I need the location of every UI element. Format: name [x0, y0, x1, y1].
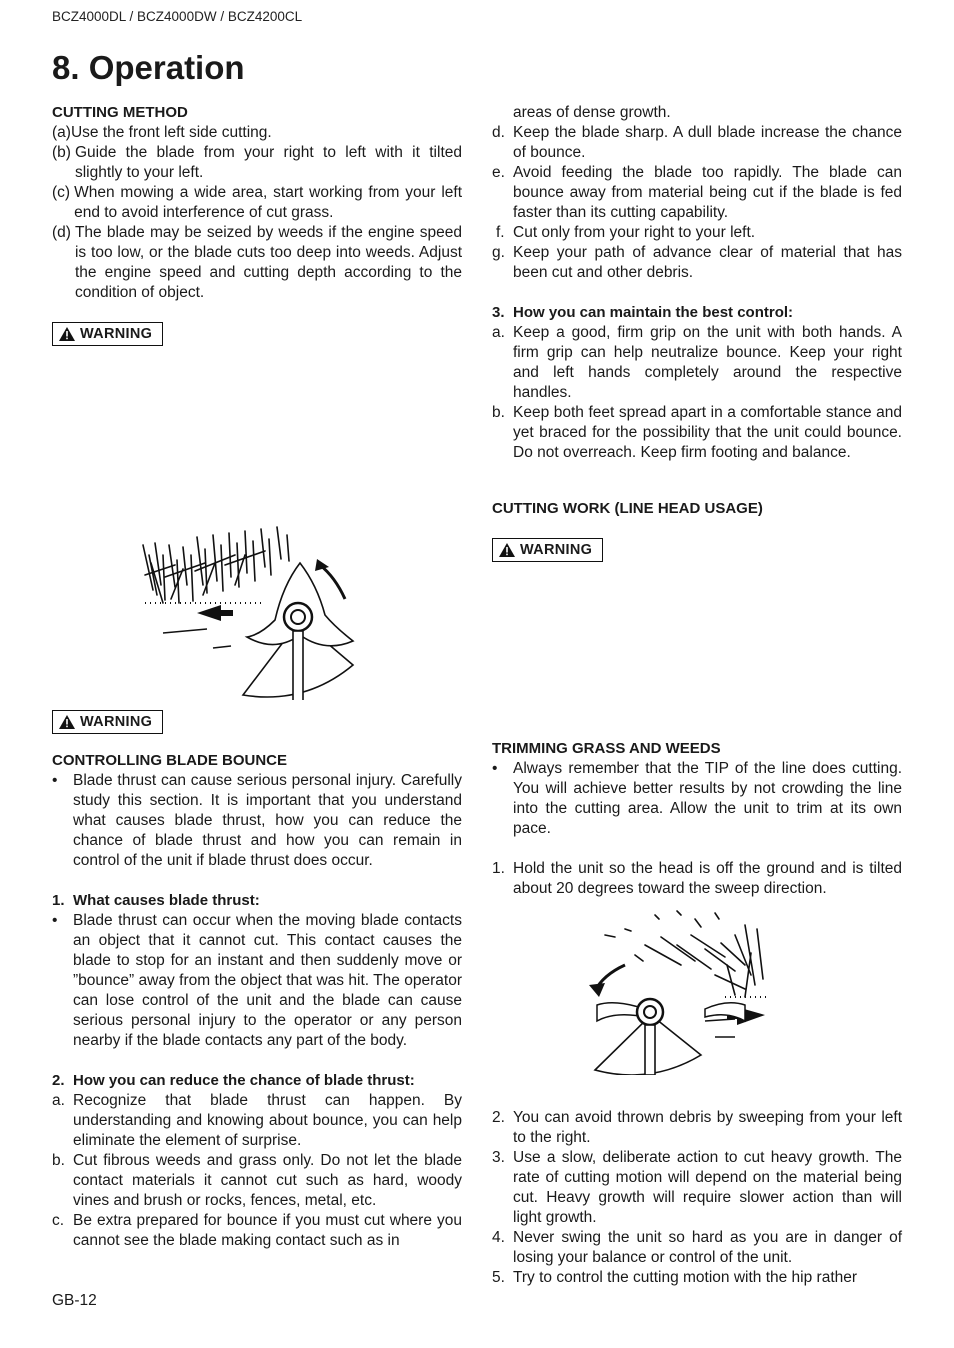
swing-arrow-icon — [320, 565, 345, 599]
left-column — [52, 103, 462, 347]
list-text: When mowing a wide area, start working from your left end to avoid interference of cut grass. — [74, 184, 462, 221]
left-column-lower — [52, 710, 462, 1251]
warning-triangle-icon — [59, 327, 75, 341]
list-text: Use the front left side cutting. — [70, 124, 272, 141]
shaft — [293, 631, 303, 700]
warning-triangle-icon — [499, 543, 515, 557]
section-heading: 1. What causes blade thrust: — [52, 892, 260, 909]
list-item: 1. Hold the unit so the head is off the ground and is tilted about 20 degrees toward the sweep direction. — [492, 860, 902, 897]
controlling-heading: CONTROLLING BLADE BOUNCE — [52, 752, 287, 769]
continued-text: areas of dense growth. — [513, 104, 671, 121]
list-item: b. Keep both feet spread apart in a comfortable stance and yet braced for the possibility that the unit could bounce. Do not overreach. Keep firm footing and balance. — [492, 404, 902, 461]
warning-box — [52, 710, 163, 734]
list-item: e. Avoid feeding the blade too rapidly. The blade can bounce away from material being cut if the blade is fed faster than its cutting capability. — [492, 164, 902, 221]
warning-label: WARNING — [520, 542, 593, 558]
list-marker: (a) — [52, 124, 71, 141]
list-item — [52, 143, 462, 183]
list-item: a. Recognize that blade thrust can happen. By understanding and knowing about bounce, you can help eliminate the element of surprise. — [52, 1092, 462, 1149]
list-text: Guide the blade from your right to left with it tilted slightly to your left. — [74, 144, 462, 181]
model-numbers: BCZ4000DL / BCZ4000DW / BCZ4200CL — [52, 9, 303, 24]
line-head-figure — [585, 905, 775, 1075]
list-marker: (c) — [52, 184, 71, 201]
arrow-left-icon — [197, 605, 221, 621]
list-item: a. Keep a good, firm grip on the unit with both hands. A firm grip can help neutralize bounce. Keep your right and left hands completely around the respective handles. — [492, 324, 902, 401]
warning-label: WARNING — [80, 714, 153, 730]
grass-strokes — [605, 911, 763, 997]
list-text: The blade may be seized by weeds if the engine speed is too low, or the blade cuts too deep into weeds. Adjust the engine speed and cutting depth according to the condition of object. — [74, 224, 462, 301]
cutting-method-heading: CUTTING METHOD — [52, 104, 188, 121]
list-text: Blade thrust can occur when the moving blade contacts an object that it cannot cut. This contact causes the blade to stop for an instant and then suddenly move or ”bounce” away from the object that was hit. The operator can lose control of the unit and the blade can cause serious personal injury to the operator or any person nearby if the blade contacts any part of the body. — [73, 912, 462, 1049]
list-item — [52, 223, 462, 303]
list-item: • Blade thrust can cause serious personal injury. Carefully study this section. It is important that you understand what causes blade thrust, how you can reduce the chance of blade thrust and how you can remain in control of the unit if blade thrust does occur. — [52, 772, 462, 869]
warning-triangle-icon — [59, 715, 75, 729]
list-item: 2. You can avoid thrown debris by sweeping from your left to the right. — [492, 1109, 902, 1146]
list-item: c. Be extra prepared for bounce if you must cut where you cannot see the blade making contact such as in — [52, 1212, 462, 1249]
list-item: b. Cut fibrous weeds and grass only. Do not let the blade contact materials it cannot cut such as hard, woody vines and brush or rocks, fences, metal, etc. — [52, 1152, 462, 1209]
list-item — [52, 183, 462, 223]
page-number: GB-12 — [52, 1292, 97, 1309]
grass-strokes — [143, 527, 289, 603]
list-text: Blade thrust can cause serious personal injury. Carefully study this section. It is important that you understand what causes blade thrust, how you can reduce the chance of blade thrust and how you can remain in control of the unit if blade thrust does occur. — [73, 772, 462, 869]
right-column-lower — [492, 739, 902, 899]
trimming-heading: TRIMMING GRASS AND WEEDS — [492, 740, 721, 757]
section-heading: 2. How you can reduce the chance of blade thrust: — [52, 1072, 415, 1089]
list-item: f. Cut only from your right to your left. — [496, 224, 756, 241]
shaft — [645, 1025, 655, 1075]
list-item: • Always remember that the TIP of the line does cutting. You will achieve better results by not crowding the line into the cutting area. Allow the unit to trim at its own pace. — [492, 760, 902, 837]
warning-box — [52, 322, 163, 346]
list-item: d. Keep the blade sharp. A dull blade increase the chance of bounce. — [492, 124, 902, 161]
page-title: 8. Operation — [52, 49, 245, 86]
list-item: 3. Use a slow, deliberate action to cut heavy growth. The rate of cutting motion will depend on the material being cut. Heavy growth will require slower action than will light growth. — [492, 1149, 902, 1226]
list-item: 4. Never swing the unit so hard as you are in danger of losing your balance or control of the unit. — [492, 1229, 902, 1266]
blade-cutting-figure — [135, 515, 370, 700]
line-head-right — [705, 1003, 745, 1021]
list-marker: (d) — [52, 224, 71, 241]
list-item: • Blade thrust can occur when the moving blade contacts an object that it cannot cut. This contact causes the blade to stop for an instant and then suddenly move or ”bounce” away from the object that was hit. The operator can lose control of the unit and the blade can cause serious personal injury to the operator or any person nearby if the blade contacts any part of the body. — [52, 912, 462, 1049]
section-heading: 3. How you can maintain the best control: — [492, 304, 794, 321]
right-column-bottom — [492, 1108, 902, 1288]
warning-label: WARNING — [80, 326, 153, 342]
right-column — [492, 103, 902, 563]
ground-line — [163, 629, 207, 633]
list-item: 5. Try to control the cutting motion with the hip rather — [492, 1269, 858, 1286]
warning-box — [492, 538, 603, 562]
list-marker: (b) — [52, 144, 71, 161]
line-head-heading: CUTTING WORK (LINE HEAD USAGE) — [492, 500, 763, 517]
list-item: g. Keep your path of advance clear of material that has been cut and other debris. — [492, 244, 902, 281]
list-item — [52, 123, 462, 143]
